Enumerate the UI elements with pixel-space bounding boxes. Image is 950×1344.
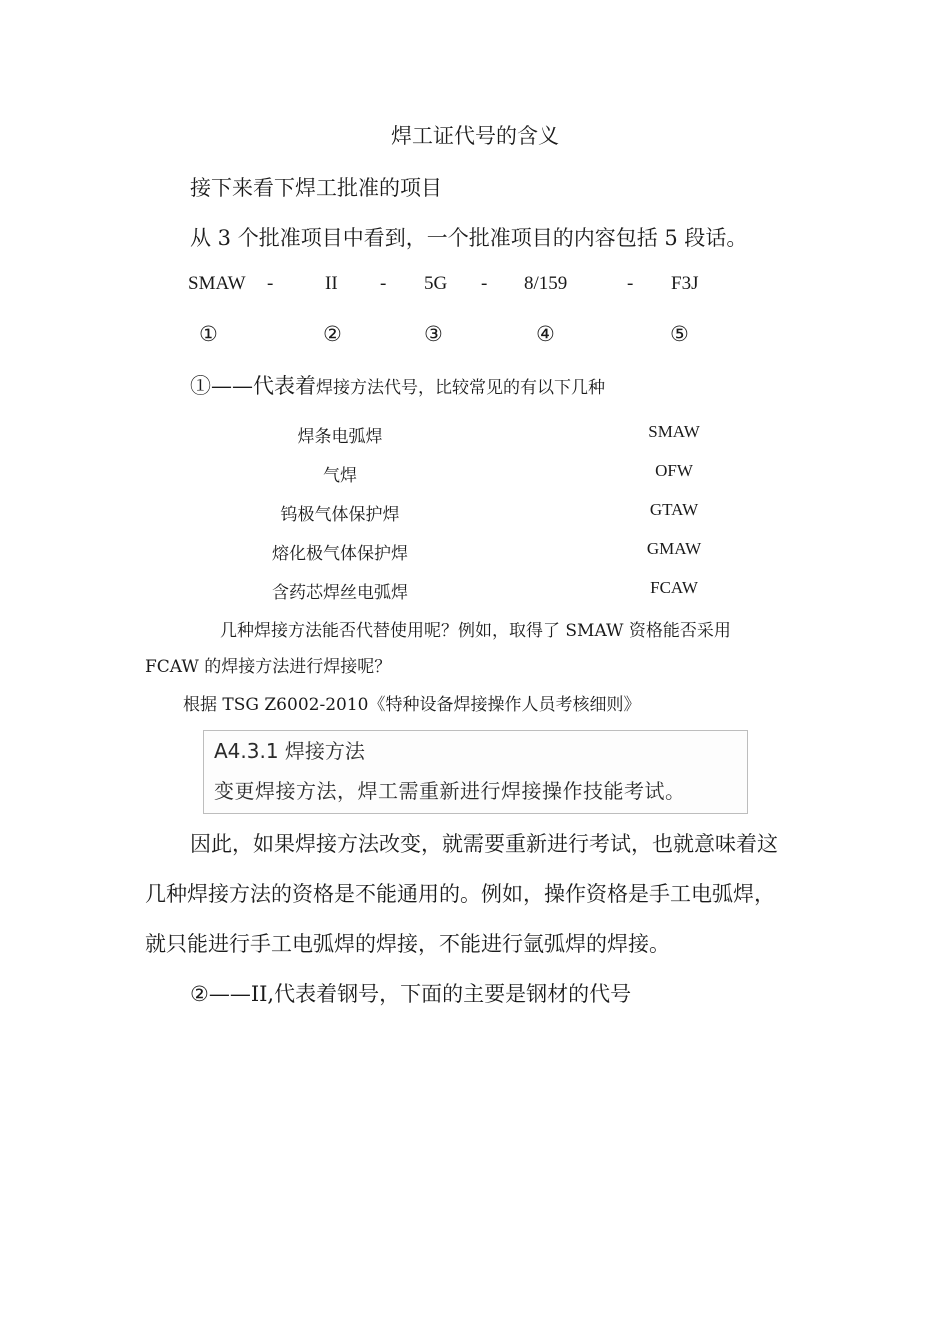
code-separator: - bbox=[481, 273, 488, 294]
conclusion-line-3: 就只能进行手工电弧焊的焊接，不能进行氩弧焊的焊接。 bbox=[145, 932, 670, 956]
method-name: 熔化极气体保护焊 bbox=[272, 544, 408, 564]
method-name: 焊条电弧焊 bbox=[297, 427, 383, 447]
method-name: 含药芯焊丝电弧焊 bbox=[272, 583, 408, 603]
intro-line-1: 接下来看下焊工批准的项目 bbox=[190, 176, 442, 200]
section-2-heading: ②——II,代表着钢号，下面的主要是钢材的代号 bbox=[190, 982, 632, 1006]
section-1-rest: 焊接方法代号，比较常见的有以下几种 bbox=[316, 378, 605, 398]
code-number-5: ⑤ bbox=[670, 322, 689, 346]
code-segment-thickness: 8/159 bbox=[524, 273, 568, 294]
code-number-1: ① bbox=[199, 322, 218, 346]
code-segment-process: SMAW bbox=[188, 273, 246, 294]
method-name: 钨极气体保护焊 bbox=[280, 505, 400, 525]
section-1-heading bbox=[190, 370, 605, 400]
code-segment-position: 5G bbox=[424, 273, 448, 294]
method-name: 气焊 bbox=[323, 466, 357, 486]
code-separator: - bbox=[267, 273, 274, 294]
regulation-heading: A4.3.1 焊接方法 bbox=[214, 739, 365, 763]
code-segment-steel: II bbox=[325, 273, 338, 294]
method-code: GTAW bbox=[649, 500, 699, 519]
code-number-4: ④ bbox=[536, 322, 555, 346]
conclusion-line-1: 因此，如果焊接方法改变，就需要重新进行考试，也就意味着这 bbox=[190, 832, 778, 856]
question-line-2: FCAW 的焊接方法进行焊接呢？ bbox=[145, 657, 392, 677]
code-segment-filler: F3J bbox=[671, 273, 699, 294]
method-code: FCAW bbox=[650, 578, 698, 597]
section-1-lead: ①——代表着 bbox=[190, 374, 316, 398]
regulation-quote-box bbox=[203, 730, 748, 814]
code-separator: - bbox=[380, 273, 387, 294]
code-separator: - bbox=[627, 273, 634, 294]
code-number-3: ③ bbox=[424, 322, 443, 346]
intro-line-2: 从 3 个批准项目中看到，一个批准项目的内容包括 5 段话。 bbox=[190, 226, 748, 250]
code-number-2: ② bbox=[323, 322, 342, 346]
page-title: 焊工证代号的含义 bbox=[391, 124, 559, 148]
method-code: SMAW bbox=[648, 422, 700, 441]
reference-line: 根据 TSG Z6002-2010《特种设备焊接操作人员考核细则》 bbox=[183, 695, 641, 715]
question-line-1: 几种焊接方法能否代替使用呢？例如，取得了 SMAW 资格能否采用 bbox=[220, 621, 731, 641]
method-code: OFW bbox=[655, 461, 693, 480]
method-code: GMAW bbox=[646, 539, 702, 558]
regulation-body: 变更焊接方法，焊工需重新进行焊接操作技能考试。 bbox=[214, 779, 686, 803]
conclusion-line-2: 几种焊接方法的资格是不能通用的。例如，操作资格是手工电弧焊， bbox=[145, 882, 775, 906]
